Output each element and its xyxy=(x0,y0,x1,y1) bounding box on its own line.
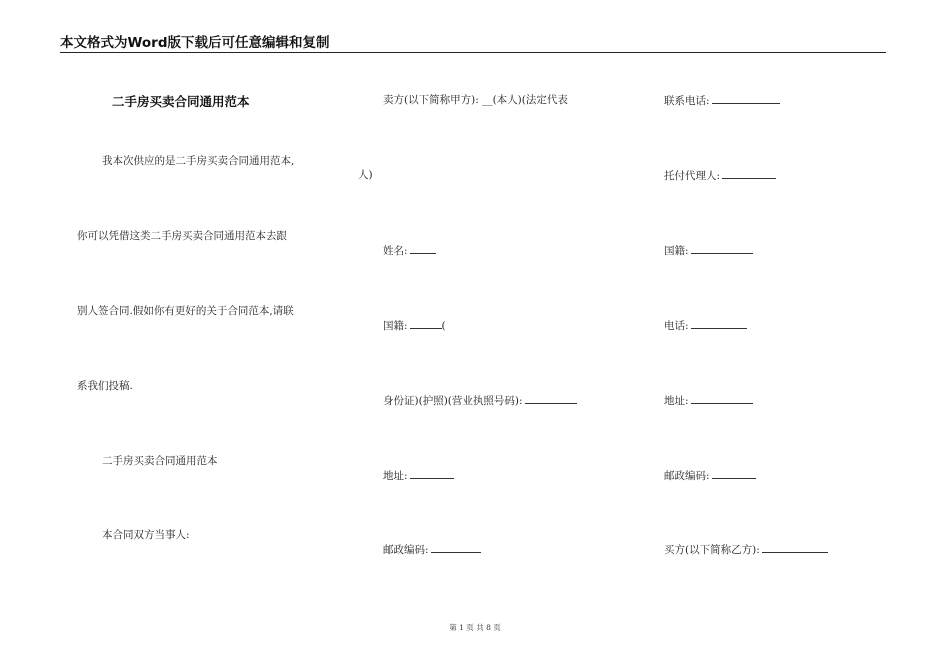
agent-blank xyxy=(722,168,776,179)
seller-postcode-label: 邮政编码: xyxy=(383,544,429,556)
agent-field xyxy=(664,168,776,183)
intro-line-4: 系我们投稿. xyxy=(77,380,133,392)
document-header: 本文格式为Word版下载后可任意编辑和复制 xyxy=(60,34,886,53)
agent-label: 托付代理人: xyxy=(664,170,721,182)
seller-nationality-field xyxy=(383,318,446,333)
agent-tel-blank xyxy=(691,318,747,329)
agent-address-field xyxy=(664,393,753,408)
seller-address-blank xyxy=(410,468,454,479)
agent-nationality-blank xyxy=(691,243,753,254)
agent-postcode-field xyxy=(664,468,756,483)
intro-line-3: 别人签合同.假如你有更好的关于合同范本,请联 xyxy=(77,305,294,317)
seller-phone-field xyxy=(664,93,780,108)
agent-nationality-label: 国籍: xyxy=(664,245,689,257)
seller-postcode-blank xyxy=(431,542,481,553)
seller-nationality-tail: ( xyxy=(441,320,446,332)
intro-line-2: 你可以凭借这类二手房买卖合同通用范本去跟 xyxy=(77,230,287,242)
seller-name-label: 姓名: xyxy=(383,245,408,257)
parties-label: 本合同双方当事人: xyxy=(102,529,190,541)
seller-id-field xyxy=(383,393,577,408)
seller-id-blank xyxy=(525,393,577,404)
contract-heading: 二手房买卖合同通用范本 xyxy=(102,455,218,467)
seller-label: 卖方(以下简称甲方): __(本人)(法定代表 xyxy=(383,94,568,106)
page-footer: 第 1 页 共 8 页 xyxy=(449,623,501,632)
agent-tel-field xyxy=(664,318,747,333)
agent-postcode-blank xyxy=(712,468,756,479)
seller-name-blank xyxy=(410,243,436,254)
buyer-blank xyxy=(762,542,828,553)
document-title: 二手房买卖合同通用范本 xyxy=(112,94,250,109)
seller-id-label: 身份证)(护照)(营业执照号码): xyxy=(383,395,523,407)
seller-phone-blank xyxy=(712,93,780,104)
agent-postcode-label: 邮政编码: xyxy=(664,470,710,482)
agent-tel-label: 电话: xyxy=(664,320,689,332)
intro-line-1: 我本次供应的是二手房买卖合同通用范本, xyxy=(102,155,295,167)
seller-address-field xyxy=(383,468,454,483)
agent-address-blank xyxy=(691,393,753,404)
seller-address-label: 地址: xyxy=(383,470,408,482)
buyer-label: 买方(以下简称乙方): xyxy=(664,544,760,556)
seller-phone-label: 联系电话: xyxy=(664,95,710,107)
seller-name-field xyxy=(383,243,436,258)
agent-nationality-field xyxy=(664,243,753,258)
buyer-field xyxy=(664,542,828,557)
seller-nationality-label: 国籍: xyxy=(383,320,408,332)
agent-address-label: 地址: xyxy=(664,395,689,407)
seller-nationality-blank xyxy=(410,318,442,329)
seller-postcode-field xyxy=(383,542,481,557)
seller-label-continued: 人) xyxy=(358,169,373,181)
